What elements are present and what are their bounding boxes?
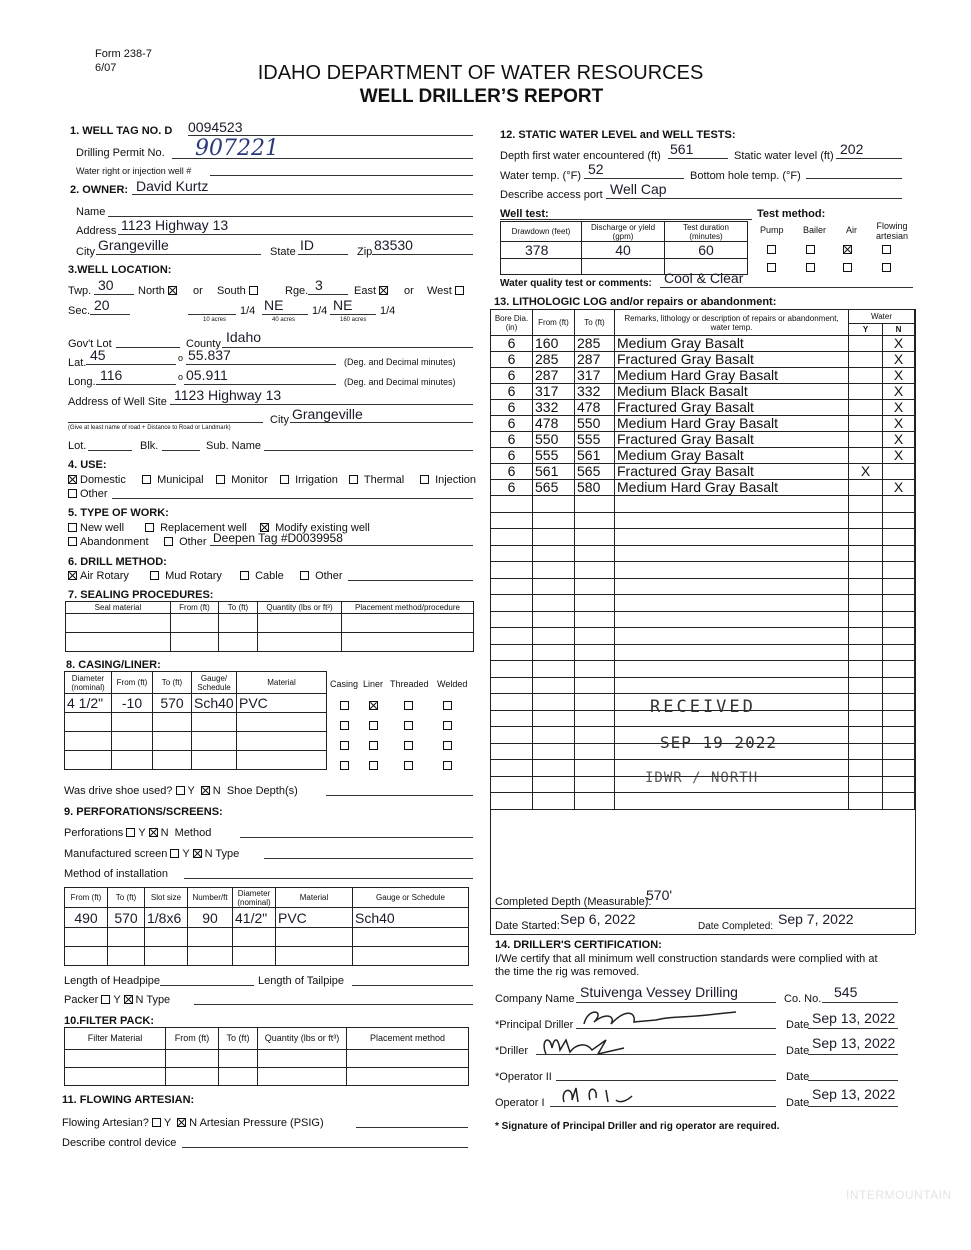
method-mud[interactable]: Mud Rotary [150, 570, 222, 582]
table-cell: 317 [575, 368, 615, 384]
table-cell: X [883, 384, 915, 400]
table-row: 4 1/2" -10 570 Sch40 PVC [65, 694, 327, 713]
state-value[interactable]: ID [300, 237, 314, 253]
county-label: County [186, 338, 221, 350]
date-label: Date [786, 1097, 810, 1109]
site-city-value[interactable]: Grangeville [292, 406, 363, 422]
first-water-value[interactable]: 561 [670, 141, 694, 157]
sec-label: Sec. [68, 305, 91, 317]
threaded-checkbox[interactable] [404, 701, 413, 710]
owner-value[interactable]: David Kurtz [136, 178, 209, 194]
packer-yes-checkbox[interactable] [101, 995, 110, 1004]
flowing-checkbox[interactable] [882, 245, 891, 254]
bottom-temp-label: Bottom hole temp. (°F) [690, 170, 801, 182]
table-cell: Fractured Gray Basalt [615, 464, 849, 480]
table-cell: 561 [533, 464, 575, 480]
table-cell: 317 [533, 384, 575, 400]
degree-mark: o [178, 353, 184, 363]
sec-value[interactable]: 20 [94, 297, 110, 313]
casing-col: Casing [330, 679, 359, 689]
table-row [491, 336, 915, 352]
company-label: Company Name [495, 993, 575, 1005]
drive-shoe-row: Was drive shoe used? Y N Shoe Depth(s) [64, 785, 298, 797]
table-cell: X [883, 368, 915, 384]
first-water-label: Depth first water encountered (ft) [500, 150, 661, 162]
work-modify[interactable]: Modify existing well [260, 522, 370, 534]
control-device-label: Describe control device [62, 1137, 177, 1149]
method-cable[interactable]: Cable [240, 570, 284, 582]
table-cell: 6 [491, 384, 533, 400]
received-stamp: RECEIVED [650, 697, 756, 717]
table-cell: 287 [533, 368, 575, 384]
address-label: Address [76, 225, 117, 237]
filter-pack-label: 10.FILTER PACK: [64, 1015, 155, 1027]
threaded-checkbox[interactable] [404, 761, 413, 770]
table-cell: 565 [533, 480, 575, 496]
air-checkbox[interactable] [843, 245, 852, 254]
date-completed-label: Date Completed: [698, 921, 774, 932]
threaded-checkbox[interactable] [404, 721, 413, 730]
flowing-yes-checkbox[interactable] [152, 1118, 161, 1127]
site-note: (Give at least name of road + Distance to Road or Landmark) [68, 425, 231, 431]
well-test-table: Drawdown (feet) Discharge or yield (gpm) Test duration (minutes) 378 40 60 [500, 221, 748, 275]
welded-checkbox[interactable] [443, 741, 452, 750]
date-label: Date [786, 1045, 810, 1057]
table-cell: 550 [533, 432, 575, 448]
flowing-no-checkbox[interactable] [177, 1118, 186, 1127]
sealing-label: 7. SEALING PROCEDURES: [68, 589, 214, 601]
certification-label: 14. DRILLER'S CERTIFICATION: [495, 939, 662, 951]
deg-note: (Deg. and Decimal minutes) [344, 377, 456, 387]
shoe-yes-checkbox[interactable] [176, 786, 185, 795]
zip-label: Zip [357, 246, 373, 258]
municipal-checkbox[interactable] [142, 475, 151, 484]
north-checkbox[interactable] [168, 286, 177, 295]
pump-checkbox[interactable] [767, 245, 776, 254]
flowing-col: Flowing artesian [875, 221, 909, 241]
well-tag-label: 1. WELL TAG NO. D [70, 125, 173, 137]
state-label: State [270, 246, 296, 258]
table-row [491, 416, 915, 432]
table-row [491, 793, 915, 810]
use-thermal[interactable]: Thermal [349, 474, 404, 486]
table-cell: 285 [575, 336, 615, 352]
quarter-label: 1/4 [312, 305, 328, 317]
threaded-checkbox[interactable] [404, 741, 413, 750]
static-level-label: Static water level (ft) [734, 150, 834, 162]
screen-no-checkbox[interactable] [193, 849, 202, 858]
permit-label: Drilling Permit No. [76, 147, 165, 159]
site-value[interactable]: 1123 Highway 13 [174, 387, 282, 403]
welded-checkbox[interactable] [443, 721, 452, 730]
use-irrigation[interactable]: Irrigation [280, 474, 338, 486]
table-cell: 565 [575, 464, 615, 480]
method-air[interactable]: Air Rotary [68, 570, 129, 582]
table-cell [849, 448, 883, 464]
table-cell: 6 [491, 480, 533, 496]
work-new[interactable]: New well [68, 522, 124, 534]
pump-checkbox[interactable] [767, 263, 776, 272]
perforations-row: Perforations Y N Method [64, 827, 212, 839]
packer-row: Packer Y N Type [64, 994, 171, 1006]
table-cell: X [883, 352, 915, 368]
date-label: Date [786, 1071, 810, 1083]
injection-checkbox[interactable] [420, 475, 429, 484]
flowing-checkbox[interactable] [882, 263, 891, 272]
table-row [491, 578, 915, 595]
casing-checkbox[interactable] [340, 761, 349, 770]
acres10-note: 10 acres [203, 317, 227, 323]
other-work-value[interactable]: Deepen Tag #D0039958 [213, 531, 343, 545]
welded-checkbox[interactable] [443, 701, 452, 710]
lithologic-table: Bore Dia. (in) From (ft) To (ft) Remarks, lithology or description of repairs or abandonment, water temp. Water Y N 6 160 285 Medium Gray Basalt X 6 285 287 Fractured Gray Basalt X 6 287 317 Medium Hard Gray Basalt X 6 317 332 Medium Black Basalt X 6 332 478 Fractured Gray Basalt X 6 478 550 Medium Hard Gray Basalt X 6 550 555 Fractured Gray Basalt X 6 555 561 Medium Gray Basalt X 6 561 565 Fractured Gray Basalt X 6 565 580 Medium Hard Gray Basalt X [490, 309, 915, 810]
table-cell: 580 [575, 480, 615, 496]
lat-deg-value[interactable]: 45 [90, 347, 106, 363]
site-city-label: City [270, 414, 289, 426]
bailer-col: Bailer [803, 225, 827, 235]
water-temp-label: Water temp. (°F) [500, 170, 581, 182]
water-right-label: Water right or injection well # [76, 166, 192, 176]
table-cell: 6 [491, 448, 533, 464]
table-cell: 478 [575, 400, 615, 416]
driller-date-value[interactable]: Sep 13, 2022 [812, 1035, 896, 1051]
page-title: WELL DRILLER’S REPORT [359, 86, 604, 107]
well-location-label: 3.WELL LOCATION: [68, 264, 172, 276]
table-cell: Medium Hard Gray Basalt [615, 416, 849, 432]
table-cell: Medium Hard Gray Basalt [615, 480, 849, 496]
well-test-label: Well test: [500, 208, 549, 220]
air-rotary-checkbox[interactable] [68, 571, 77, 580]
certification-statement: I/We certify that all minimum well construction standards were complied with at the time the rig was removed. [495, 953, 878, 978]
use-domestic[interactable]: Domestic [68, 474, 126, 486]
liner-checkbox[interactable] [369, 761, 378, 770]
completed-depth-value[interactable]: 570' [646, 887, 673, 903]
table-row [491, 480, 915, 496]
twp-value[interactable]: 30 [98, 277, 114, 293]
quarter1-value[interactable]: NE [264, 297, 284, 313]
table-row [491, 512, 915, 529]
twp-label: Twp. [68, 285, 92, 297]
table-row [491, 432, 915, 448]
table-row [491, 545, 915, 562]
completed-depth-label: Completed Depth (Measurable): [495, 896, 652, 908]
water-temp-value[interactable]: 52 [588, 161, 604, 177]
east-option[interactable]: East [354, 285, 391, 297]
table-cell: 287 [575, 352, 615, 368]
table-cell: X [883, 448, 915, 464]
table-cell [849, 480, 883, 496]
perforations-table: From (ft) To (ft) Slot size Number/ft Diameter (nominal) Material Gauge or Schedule 490 570 1/8x6 90 41/2" PVC Sch40 [64, 887, 469, 966]
table-row [491, 661, 915, 678]
driller-signature [536, 1030, 636, 1060]
static-water-label: 12. STATIC WATER LEVEL and WELL TESTS: [500, 129, 736, 141]
table-row [491, 628, 915, 645]
owner-label: 2. OWNER: [70, 184, 129, 196]
replacement-checkbox[interactable] [145, 523, 154, 532]
table-cell [849, 400, 883, 416]
or-text: or [404, 285, 414, 297]
work-other[interactable]: Other [164, 536, 207, 548]
co-no-value[interactable]: 545 [834, 984, 858, 1000]
lot-label: Lot. [68, 440, 87, 452]
table-row: 378 40 60 [501, 242, 748, 259]
sub-label: Sub. Name [206, 440, 262, 452]
table-cell: 285 [533, 352, 575, 368]
method-other[interactable]: Other [300, 570, 343, 582]
quarter2-value[interactable]: NE [333, 297, 353, 313]
form-date: 6/07 [95, 62, 117, 74]
pump-col: Pump [760, 225, 784, 235]
date-label: Date [786, 1019, 810, 1031]
use-monitor[interactable]: Monitor [216, 474, 268, 486]
agency-title: IDAHO DEPARTMENT OF WATER RESOURCES [257, 62, 704, 84]
table-cell [883, 464, 915, 480]
use-other[interactable]: Other [68, 488, 108, 500]
table-row [491, 595, 915, 612]
table-cell: 6 [491, 352, 533, 368]
test-method-label: Test method: [757, 208, 826, 220]
test-method-checkboxes [767, 242, 894, 278]
table-cell: 6 [491, 432, 533, 448]
table-cell: Medium Hard Gray Basalt [615, 368, 849, 384]
liner-checkbox[interactable] [369, 721, 378, 730]
use-label: 4. USE: [68, 459, 107, 471]
access-port-label: Describe access port [500, 189, 603, 201]
sealing-table: Seal material From (ft) To (ft) Quantity (lbs or ft³) Placement method/procedure [65, 601, 474, 652]
table-row [491, 464, 915, 480]
table-cell: Medium Gray Basalt [615, 336, 849, 352]
tailpipe-label: Length of Tailpipe [258, 975, 345, 987]
site-label: Address of Well Site [68, 396, 167, 408]
zip-value[interactable]: 83530 [374, 237, 413, 253]
monitor-checkbox[interactable] [216, 475, 225, 484]
table-row [491, 400, 915, 416]
principal-date-value[interactable]: Sep 13, 2022 [812, 1010, 896, 1026]
deg-note: (Deg. and Decimal minutes) [344, 357, 456, 367]
west-option[interactable]: West [427, 285, 467, 297]
table-row [491, 368, 915, 384]
casing-checkbox[interactable] [340, 701, 349, 710]
rge-label: Rge. [285, 285, 309, 297]
drill-method-label: 6. DRILL METHOD: [68, 556, 167, 568]
table-cell: Fractured Gray Basalt [615, 400, 849, 416]
table-cell [849, 416, 883, 432]
casing-checkboxes [340, 697, 455, 777]
table-cell [849, 384, 883, 400]
domestic-checkbox[interactable] [68, 475, 77, 484]
blk-label: Blk. [140, 440, 159, 452]
liner-checkbox[interactable] [369, 701, 378, 710]
signature-footnote: * Signature of Principal Driller and rig operator are required. [495, 1121, 780, 1132]
operator2-label: *Operator II [495, 1071, 552, 1083]
casing-table: Diameter (nominal) From (ft) To (ft) Gauge/ Schedule Material 4 1/2" -10 570 Sch40 PVC [64, 671, 327, 770]
table-cell: 555 [533, 448, 575, 464]
other-method-checkbox[interactable] [300, 571, 309, 580]
casing-checkbox[interactable] [340, 741, 349, 750]
table-row [491, 384, 915, 400]
air-col: Air [846, 225, 857, 235]
table-cell: 6 [491, 464, 533, 480]
welded-checkbox[interactable] [443, 761, 452, 770]
use-injection[interactable]: Injection [420, 474, 476, 486]
table-cell: X [883, 336, 915, 352]
name-label: Name [76, 206, 106, 218]
table-row [491, 562, 915, 579]
co-no-label: Co. No. [784, 993, 822, 1005]
company-value[interactable]: Stuivenga Vessey Drilling [580, 984, 738, 1000]
table-cell: Fractured Gray Basalt [615, 432, 849, 448]
south-option[interactable]: South [217, 285, 261, 297]
flowing-artesian-label: 11. FLOWING ARTESIAN: [62, 1094, 195, 1106]
screen-yes-checkbox[interactable] [170, 849, 179, 858]
irrigation-checkbox[interactable] [280, 475, 289, 484]
long-min-value[interactable]: 05.911 [186, 367, 228, 383]
use-municipal[interactable]: Municipal [142, 474, 204, 486]
table-cell: 555 [575, 432, 615, 448]
table-cell: Medium Gray Basalt [615, 448, 849, 464]
table-cell: 6 [491, 416, 533, 432]
thermal-checkbox[interactable] [349, 475, 358, 484]
table-cell [849, 336, 883, 352]
city-label: City [76, 246, 95, 258]
govt-lot-label: Gov't Lot [68, 338, 112, 350]
table-row [491, 448, 915, 464]
table-cell: 478 [533, 416, 575, 432]
liner-checkbox[interactable] [369, 741, 378, 750]
cable-checkbox[interactable] [240, 571, 249, 580]
table-cell: 160 [533, 336, 575, 352]
headpipe-label: Length of Headpipe [64, 975, 161, 987]
west-checkbox[interactable] [455, 286, 464, 295]
lithologic-label: 13. LITHOLOGIC LOG and/or repairs or abandonment: [494, 296, 777, 308]
welded-col: Welded [437, 679, 468, 689]
well-tag-value[interactable]: 0094523 [188, 119, 243, 135]
long-label: Long. [68, 376, 96, 388]
table-cell: 6 [491, 368, 533, 384]
table-cell: X [883, 432, 915, 448]
acres40-note: 40 acres [272, 317, 296, 323]
table-row [491, 529, 915, 546]
casing-label: 8. CASING/LINER: [66, 659, 161, 671]
access-port-value[interactable]: Well Cap [610, 181, 667, 197]
date-completed-value[interactable]: Sep 7, 2022 [778, 911, 854, 927]
table-cell: 550 [575, 416, 615, 432]
table-row [491, 677, 915, 694]
north-option[interactable]: North [138, 285, 180, 297]
table-row [491, 611, 915, 628]
threaded-col: Threaded [390, 679, 429, 689]
date-started-value[interactable]: Sep 6, 2022 [560, 911, 636, 927]
south-checkbox[interactable] [249, 286, 258, 295]
shoe-no-checkbox[interactable] [201, 786, 210, 795]
manufactured-screen-row: Manufactured screen Y N Type [64, 848, 240, 860]
operator1-label: Operator I [495, 1097, 545, 1109]
bailer-checkbox[interactable] [806, 263, 815, 272]
quarter-label: 1/4 [380, 305, 396, 317]
address-value[interactable]: 1123 Highway 13 [121, 217, 229, 233]
water-quality-label: Water quality test or comments: [500, 278, 652, 289]
abandonment-checkbox[interactable] [68, 537, 77, 546]
degree-mark: o [178, 372, 184, 382]
city-value[interactable]: Grangeville [98, 237, 169, 253]
table-cell: Fractured Gray Basalt [615, 352, 849, 368]
lat-label: Lat. [68, 357, 87, 369]
east-checkbox[interactable] [379, 286, 388, 295]
work-abandonment[interactable]: Abandonment [68, 536, 149, 548]
table-cell [849, 368, 883, 384]
filter-pack-table: Filter Material From (ft) To (ft) Quantity (lbs or ft³) Placement method [64, 1027, 469, 1086]
long-deg-value[interactable]: 116 [100, 367, 123, 383]
mud-rotary-checkbox[interactable] [150, 571, 159, 580]
work-replacement[interactable]: Replacement well [145, 522, 247, 534]
date-started-label: Date Started: [495, 920, 560, 932]
flowing-row: Flowing Artesian? Y N Artesian Pressure (PSIG) [62, 1117, 324, 1129]
table-cell: X [849, 464, 883, 480]
water-quality-value[interactable]: Cool & Clear [664, 270, 744, 286]
received-date-stamp: SEP 19 2022 [660, 733, 777, 752]
air-checkbox[interactable] [843, 263, 852, 272]
static-level-value[interactable]: 202 [840, 141, 864, 157]
perf-yes-checkbox[interactable] [126, 828, 135, 837]
table-cell: Medium Black Basalt [615, 384, 849, 400]
operator-date-value[interactable]: Sep 13, 2022 [812, 1086, 896, 1102]
table-cell: 6 [491, 336, 533, 352]
table-row: 490 570 1/8x6 90 41/2" PVC Sch40 [65, 908, 469, 928]
table-row [491, 644, 915, 661]
table-cell: X [883, 400, 915, 416]
table-cell: 332 [575, 384, 615, 400]
perforations-label: 9. PERFORATIONS/SCREENS: [64, 806, 223, 818]
liner-col: Liner [363, 679, 384, 689]
table-row [491, 496, 915, 513]
table-cell [849, 432, 883, 448]
casing-checkbox[interactable] [340, 721, 349, 730]
principal-driller-label: *Principal Driller [495, 1019, 574, 1031]
rge-value[interactable]: 3 [315, 277, 323, 293]
install-label: Method of installation [64, 868, 168, 880]
other-use-checkbox[interactable] [68, 489, 77, 498]
table-row [491, 352, 915, 368]
driller-label: *Driller [495, 1045, 528, 1057]
county-value[interactable]: Idaho [226, 329, 262, 345]
table-cell: 332 [533, 400, 575, 416]
bailer-checkbox[interactable] [806, 245, 815, 254]
table-cell: 6 [491, 400, 533, 416]
received-office-stamp: IDWR / NORTH [645, 770, 759, 786]
or-text: or [193, 285, 203, 297]
new-well-checkbox[interactable] [68, 523, 77, 532]
packer-no-checkbox[interactable] [124, 995, 133, 1004]
form-number: Form 238-7 [95, 48, 152, 60]
permit-value[interactable]: 907221 [195, 136, 279, 161]
table-cell: X [883, 480, 915, 496]
table-cell [849, 352, 883, 368]
perf-no-checkbox[interactable] [149, 828, 158, 837]
table-cell: 561 [575, 448, 615, 464]
lat-min-value[interactable]: 55.837 [188, 347, 231, 363]
watermark: INTERMOUNTAIN [846, 1188, 952, 1202]
quarter-label: 1/4 [240, 305, 256, 317]
type-of-work-label: 5. TYPE OF WORK: [68, 507, 169, 519]
acres160-note: 160 acres [340, 317, 367, 323]
other-work-checkbox[interactable] [164, 537, 173, 546]
table-cell: X [883, 416, 915, 432]
